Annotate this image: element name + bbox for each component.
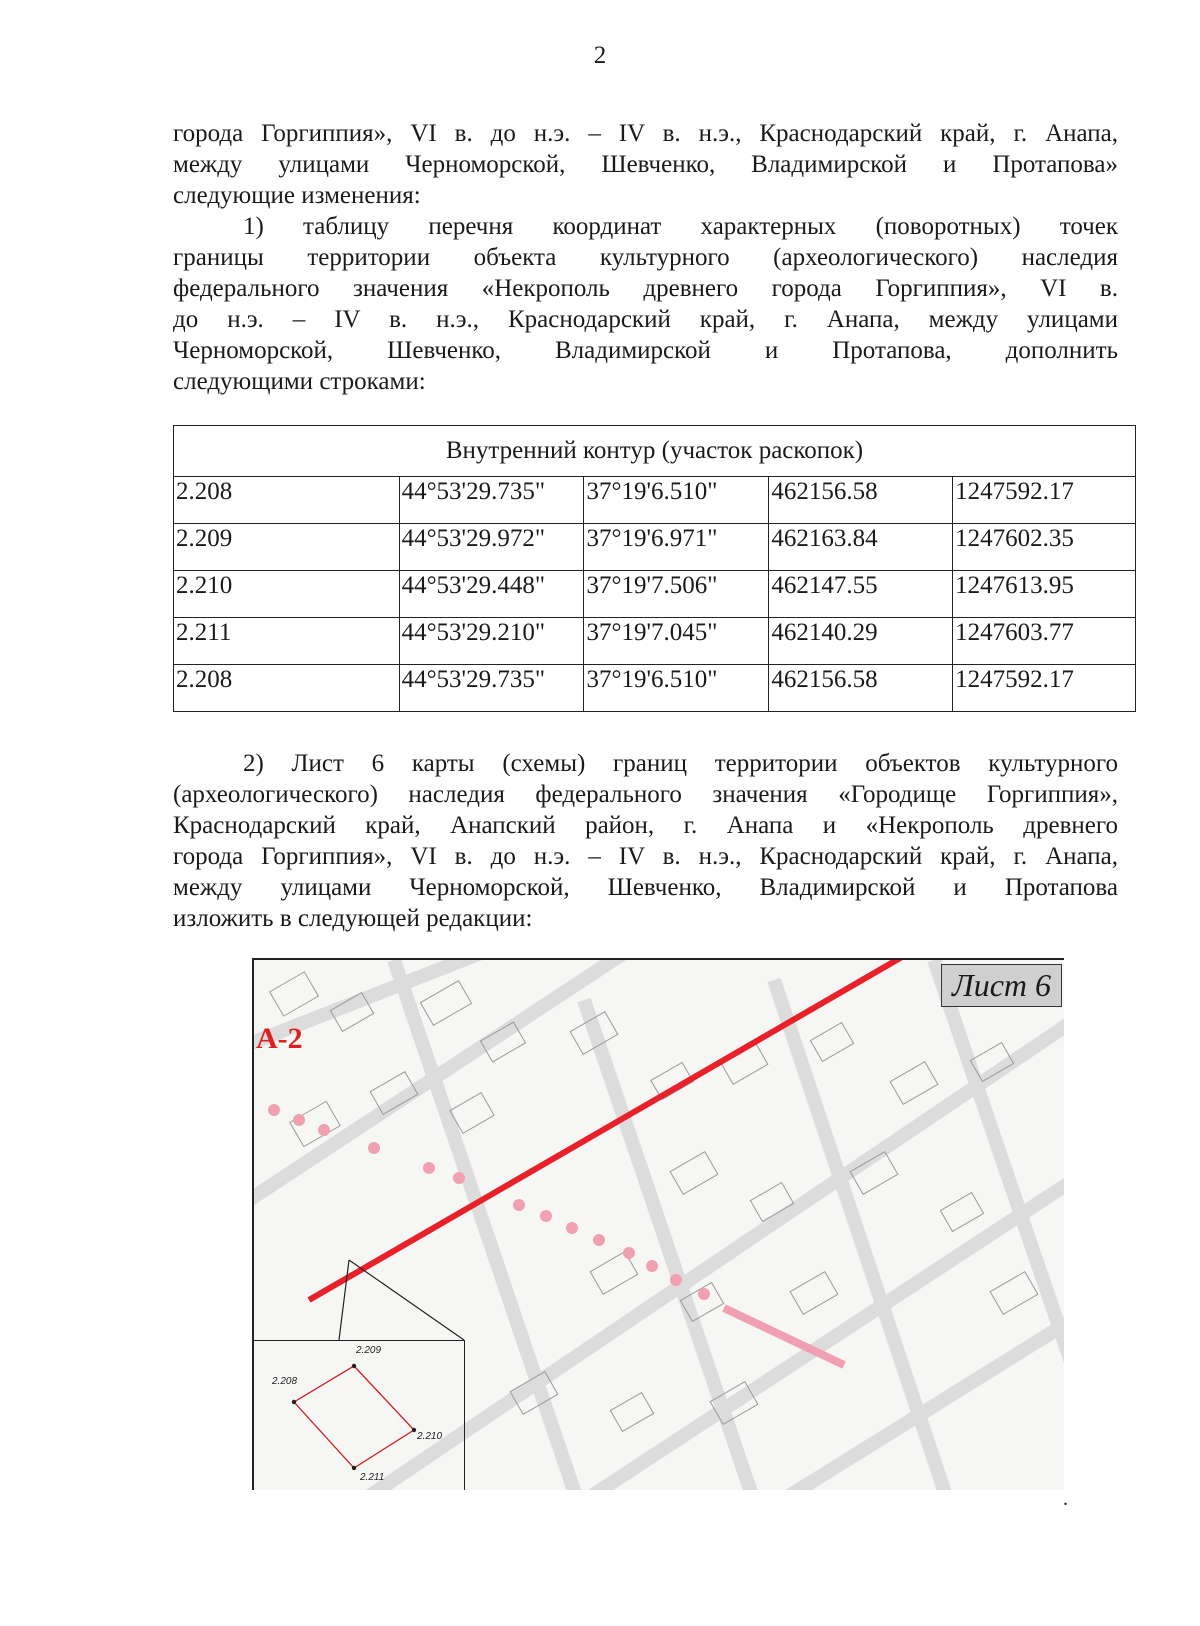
coord-x: 462156.58	[769, 665, 953, 712]
coord-y: 1247613.95	[953, 571, 1136, 618]
text-line: следующими строками:	[173, 368, 426, 395]
item-2-paragraph	[173, 748, 1118, 934]
text-line: изложить в следующей редакции:	[173, 905, 533, 932]
coord-y: 1247603.77	[953, 618, 1136, 665]
coord-y: 1247592.17	[953, 665, 1136, 712]
boundary-map	[252, 958, 1064, 1490]
text-line: следующие изменения:	[173, 182, 421, 209]
text-line: федерального значения «Некрополь древнего города Горгиппия», VI в.	[173, 275, 1118, 302]
coord-x: 462163.84	[769, 524, 953, 571]
coord-y: 1247592.17	[953, 477, 1136, 524]
coord-x: 462156.58	[769, 477, 953, 524]
point-label: 2.211	[360, 1472, 385, 1483]
text-line: (археологического) наследия федерального значения «Городище Горгиппия»,	[173, 781, 1118, 808]
table-row	[174, 571, 1136, 618]
coord-x: 462140.29	[769, 618, 953, 665]
text-line: Краснодарский край, Анапский район, г. Анапа и «Некрополь древнего	[173, 812, 1118, 839]
text-line: города Горгиппия», VI в. до н.э. – IV в. н.э., Краснодарский край, г. Анапа,	[173, 843, 1118, 870]
trailing-mark: .	[1063, 1488, 1068, 1510]
sheet-label: Лист 6	[941, 964, 1062, 1007]
latitude: 44°53'29.735"	[399, 665, 584, 712]
page-number: 2	[593, 42, 607, 69]
point-id: 2.209	[174, 524, 400, 571]
inset-scheme	[254, 1340, 465, 1490]
point-id: 2.208	[174, 665, 400, 712]
longitude: 37°19'6.510"	[584, 665, 769, 712]
text-line: Черноморской, Шевченко, Владимирской и Протапова, дополнить	[173, 337, 1118, 364]
coord-x: 462147.55	[769, 571, 953, 618]
coordinates-table	[173, 425, 1136, 712]
text-line: до н.э. – IV в. н.э., Краснодарский край, г. Анапа, между улицами	[173, 306, 1118, 333]
point-id: 2.208	[174, 477, 400, 524]
table-row	[174, 665, 1136, 712]
latitude: 44°53'29.972"	[399, 524, 584, 571]
latitude: 44°53'29.210"	[399, 618, 584, 665]
table-header: Внутренний контур (участок раскопок)	[174, 426, 1136, 477]
table-row	[174, 524, 1136, 571]
point-label: 2.208	[272, 1376, 298, 1387]
longitude: 37°19'6.510"	[584, 477, 769, 524]
point-label: 2.209	[356, 1345, 382, 1356]
latitude: 44°53'29.448"	[399, 571, 584, 618]
text-line: 1) таблицу перечня координат характерных (поворотных) точек	[243, 213, 1118, 240]
text-line: границы территории объекта культурного (археологического) наследия	[173, 244, 1118, 271]
point-id: 2.210	[174, 571, 400, 618]
point-id: 2.211	[174, 618, 400, 665]
text-line: 2) Лист 6 карты (схемы) границ территории объектов культурного	[243, 750, 1118, 777]
intro-paragraph	[173, 118, 1118, 211]
longitude: 37°19'7.506"	[584, 571, 769, 618]
text-line: между улицами Черноморской, Шевченко, Владимирской и Протапова»	[173, 151, 1118, 178]
coord-y: 1247602.35	[953, 524, 1136, 571]
longitude: 37°19'7.045"	[584, 618, 769, 665]
zone-label: А-2	[256, 1022, 303, 1055]
table-row	[174, 477, 1136, 524]
text-line: между улицами Черноморской, Шевченко, Владимирской и Протапова	[173, 874, 1118, 901]
text-line: города Горгиппия», VI в. до н.э. – IV в. н.э., Краснодарский край, г. Анапа,	[173, 120, 1118, 147]
point-label: 2.210	[417, 1431, 443, 1442]
table-row	[174, 618, 1136, 665]
latitude: 44°53'29.735"	[399, 477, 584, 524]
longitude: 37°19'6.971"	[584, 524, 769, 571]
item-1-paragraph	[173, 211, 1118, 397]
